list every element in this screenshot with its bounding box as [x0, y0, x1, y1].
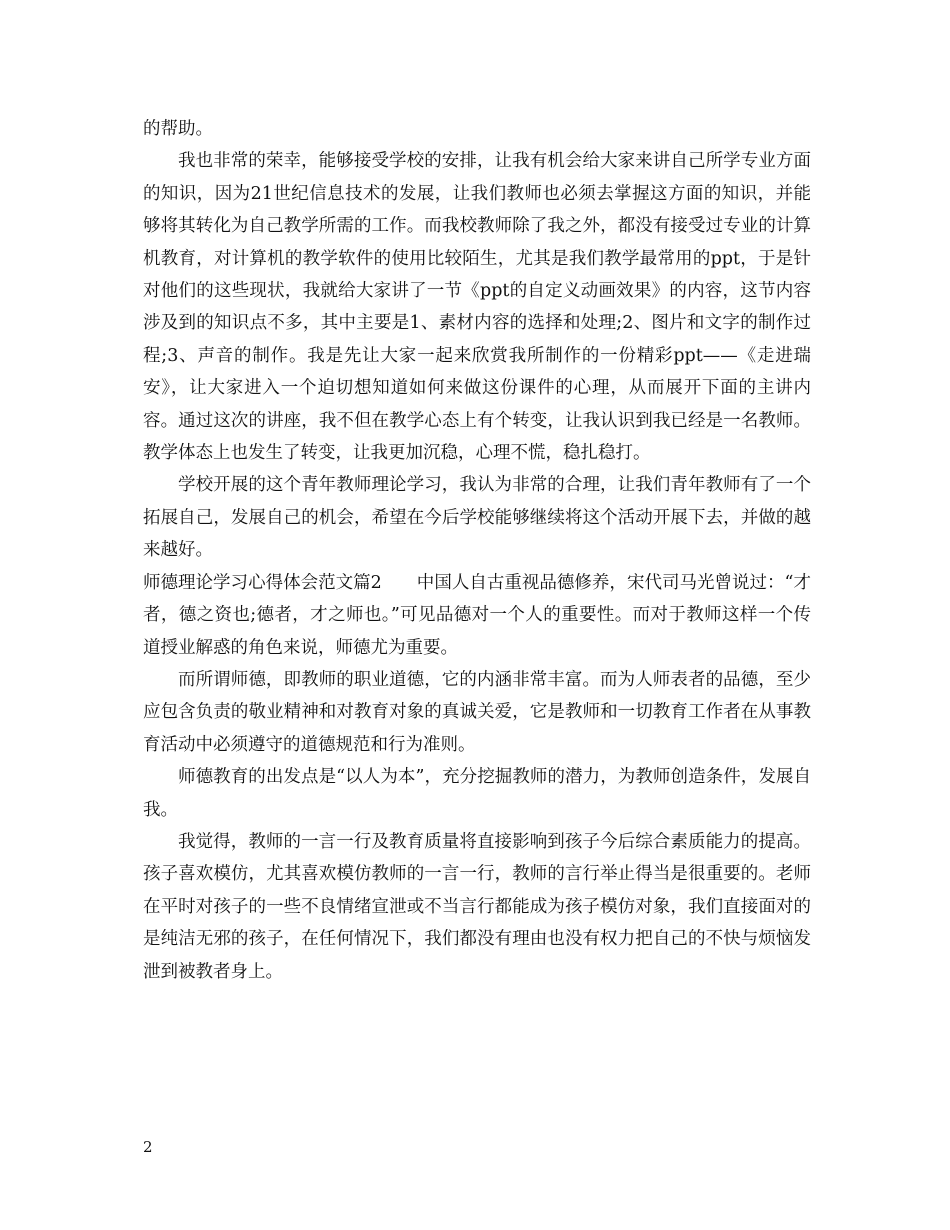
- paragraph: 学校开展的这个青年教师理论学习，我认为非常的合理，让我们青年教师有了一个拓展自己，发展自己的机会，希望在今后学校能够继续将这个活动开展下去，并做的越来越好。: [143, 475, 811, 561]
- body-text: [143, 113, 811, 988]
- paragraph: 的帮助。: [143, 119, 213, 139]
- section-heading-paragraph: 师德理论学习心得体会范文篇2 中国人自古重视品德修养，宋代司马光曾说过：“才者，德之资也;德者，才之师也。”可见品德对一个人的重要性。而对于教师这样一个传道授业解惑的角色来说，师德尤为重要。: [143, 572, 811, 658]
- page-number: 2: [143, 1138, 153, 1156]
- paragraph: 我觉得，教师的一言一行及教育质量将直接影响到孩子今后综合素质能力的提高。孩子喜欢模仿，尤其喜欢模仿教师的一言一行，教师的言行举止得当是很重要的。老师在平时对孩子的一些不良情绪宣泄或不当言行都能成为孩子模仿对象，我们直接面对的是纯洁无邪的孩子，在任何情况下，我们都没有理由也没有权力把自己的不快与烦恼发泄到被教者身上。: [143, 831, 811, 982]
- paragraph: 我也非常的荣幸，能够接受学校的安排，让我有机会给大家来讲自己所学专业方面的知识，因为21世纪信息技术的发展，让我们教师也必须去掌握这方面的知识，并能够将其转化为自己教学所需的工作。而我校教师除了我之外，都没有接受过专业的计算机教育，对计算机的教学软件的使用比较陌生，尤其是我们教学最常用的ppt，于是针对他们的这些现状，我就给大家讲了一节《ppt的自定义动画效果》的内容，这节内容涉及到的知识点不多，其中主要是1、素材内容的选择和处理;2、图片和文字的制作过程;3、声音的制作。我是先让大家一起来欣赏我所制作的一份精彩ppt——《走进瑞安》，让大家进入一个迫切想知道如何来做这份课件的心理，从而展开下面的主讲内容。通过这次的讲座，我不但在教学心态上有个转变，让我认识到我已经是一名教师。教学体态上也发生了转变，让我更加沉稳，心理不慌，稳扎稳打。: [143, 151, 811, 464]
- paragraph: 师德教育的出发点是“以人为本”，充分挖掘教师的潜力，为教师创造条件，发展自我。: [143, 767, 811, 820]
- paragraph: 而所谓师德，即教师的职业道德，它的内涵非常丰富。而为人师表者的品德，至少应包含负责的敬业精神和对教育对象的真诚关爱，它是教师和一切教育工作者在从事教育活动中必须遵守的道德规范和行为准则。: [143, 669, 811, 755]
